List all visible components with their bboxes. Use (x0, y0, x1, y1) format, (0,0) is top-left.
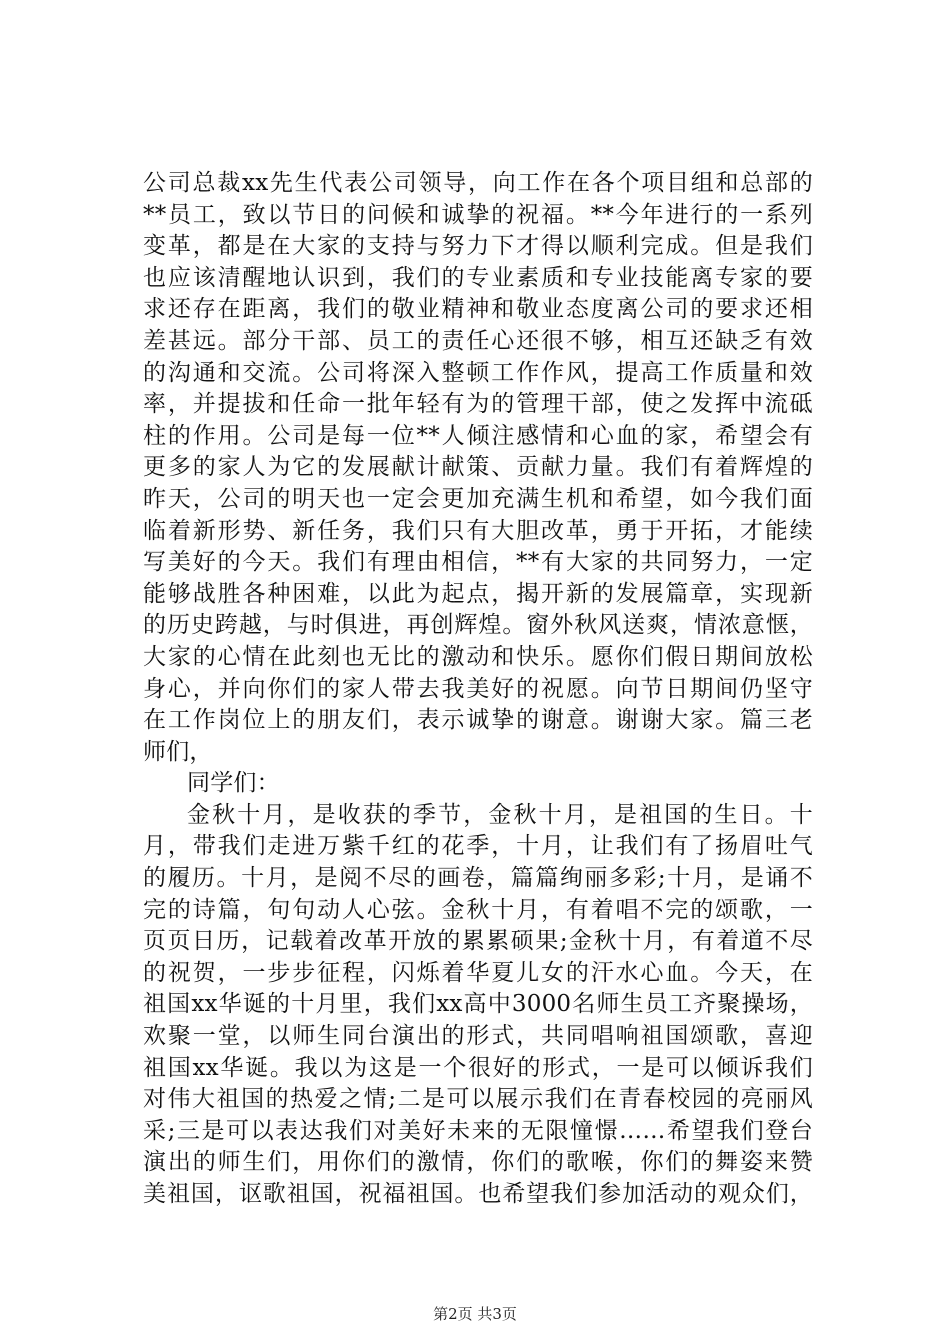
text-line: 演出的师生们，用你们的激情，你们的歌喉，你们的舞姿来赞 (143, 1149, 813, 1176)
text-line: 师们， (143, 738, 213, 765)
text-line: 差甚远。部分干部、员工的责任心还很不够，相互还缺乏有效 (143, 327, 813, 354)
text-line: 柱的作用。公司是每一位**人倾注感情和心血的家，希望会有 (143, 422, 813, 449)
body-text (143, 168, 813, 1211)
text-line: 页页日历，记载着改革开放的累累硕果;金秋十月，有着道不尽 (143, 928, 813, 955)
text-line: 变革，都是在大家的支持与努力下才得以顺利完成。但是我们 (143, 233, 813, 260)
text-line: 的历史跨越，与时俱进，再创辉煌。窗外秋风送爽，情浓意惬， (143, 612, 813, 639)
text-line: 的沟通和交流。公司将深入整顿工作作风，提高工作质量和效 (143, 359, 813, 386)
text-line: 对伟大祖国的热爱之情;二是可以展示我们在青春校园的亮丽风 (143, 1086, 813, 1113)
page-number-footer: 第2页 共3页 (433, 1305, 517, 1323)
text-line: 大家的心情在此刻也无比的激动和快乐。愿你们假日期间放松 (143, 643, 813, 670)
text-line: 率，并提拔和任命一批年轻有为的管理干部，使之发挥中流砥 (143, 391, 813, 418)
text-line: 临着新形势、新任务，我们只有大胆改革，勇于开拓，才能续 (143, 517, 813, 544)
text-line: 的履历。十月，是阅不尽的画卷，篇篇绚丽多彩;十月，是诵不 (143, 865, 813, 892)
text-line: 更多的家人为它的发展献计献策、贡献力量。我们有着辉煌的 (143, 454, 813, 481)
text-line: 在工作岗位上的朋友们，表示诚挚的谢意。谢谢大家。篇三老 (143, 707, 813, 734)
text-line: **员工，致以节日的问候和诚挚的祝福。**今年进行的一系列 (143, 201, 813, 228)
greeting-line: 同学们： (187, 770, 280, 797)
text-line: 也应该清醒地认识到，我们的专业素质和专业技能离专家的要 (143, 264, 813, 291)
paragraph-2 (143, 800, 813, 1211)
text-line: 月，带我们走进万紫千红的花季，十月，让我们有了扬眉吐气 (143, 833, 813, 860)
text-line: 公司总裁xx先生代表公司领导，向工作在各个项目组和总部的 (143, 170, 813, 196)
text-line: 的祝贺，一步步征程，闪烁着华夏儿女的汗水心血。今天，在 (143, 959, 813, 986)
paragraph-1 (143, 168, 813, 768)
text-line: 祖国xx华诞。我以为这是一个很好的形式，一是可以倾诉我们 (143, 1054, 813, 1081)
text-line: 求还存在距离，我们的敬业精神和敬业态度离公司的要求还相 (143, 296, 813, 323)
text-line: 写美好的今天。我们有理由相信，**有大家的共同努力，一定 (143, 549, 813, 576)
text-line: 昨天，公司的明天也一定会更加充满生机和希望，如今我们面 (143, 485, 813, 512)
text-line: 身心，并向你们的家人带去我美好的祝愿。向节日期间仍坚守 (143, 675, 813, 702)
text-line: 采;三是可以表达我们对美好未来的无限憧憬……希望我们登台 (143, 1117, 813, 1144)
text-line: 美祖国，讴歌祖国，祝福祖国。也希望我们参加活动的观众们， (143, 1181, 813, 1207)
text-line: 完的诗篇，句句动人心弦。金秋十月，有着唱不完的颂歌，一 (143, 896, 813, 923)
text-line: 能够战胜各种困难，以此为起点，揭开新的发展篇章，实现新 (143, 580, 813, 607)
text-line: 金秋十月，是收获的季节，金秋十月，是祖国的生日。十 (187, 801, 813, 828)
text-line: 祖国xx华诞的十月里，我们xx高中3000名师生员工齐聚操场， (143, 991, 813, 1018)
text-line: 欢聚一堂，以师生同台演出的形式，共同唱响祖国颂歌，喜迎 (143, 1023, 813, 1050)
